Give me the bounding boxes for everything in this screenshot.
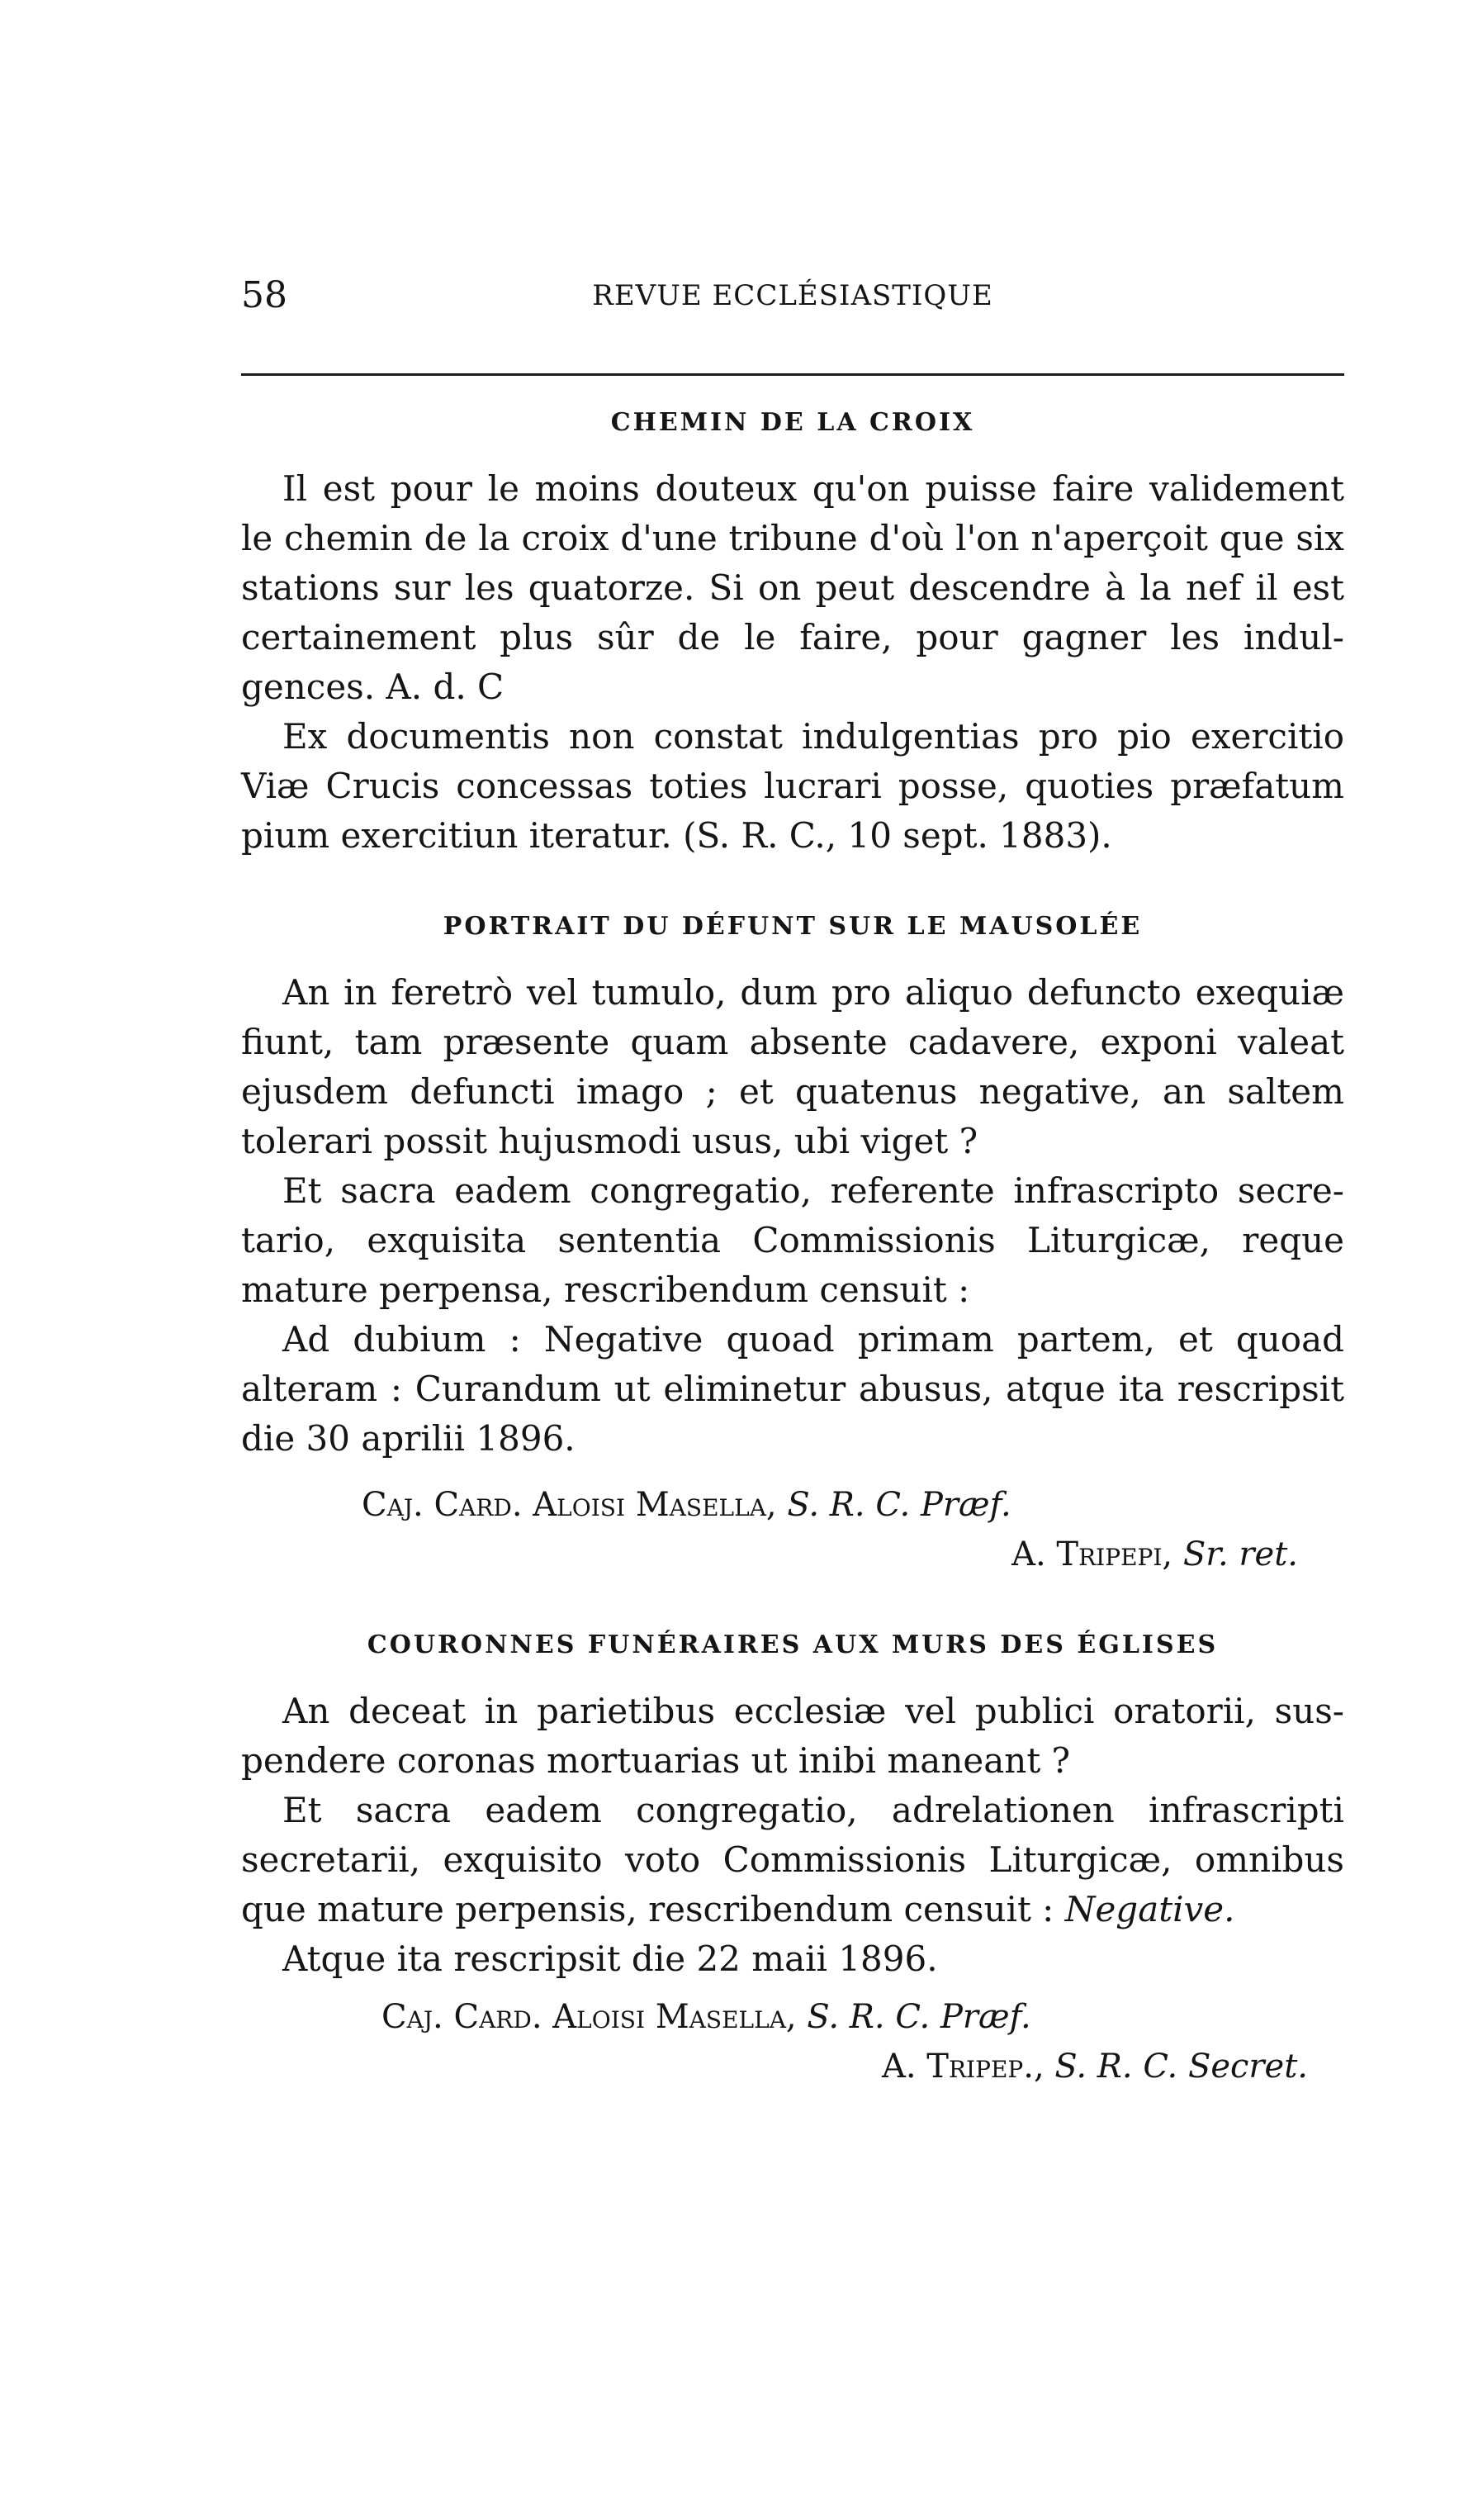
signature-prefect	[241, 1992, 1344, 2042]
journal-title: REVUE ECCLÉSIASTIQUE	[592, 279, 993, 312]
signature-name: Caj. Card. Aloisi Masella,	[362, 1486, 777, 1524]
signature-role: S. R. C. Præf.	[807, 1998, 1031, 2036]
paragraph: Atque ita rescripsit die 22 maii 1896.	[282, 1939, 938, 1979]
signature-name: A. Tripep.,	[881, 2048, 1045, 2086]
signature-name: A. Tripepi,	[1011, 1535, 1173, 1573]
header-rule	[241, 373, 1344, 376]
signature-role: S. R. C. Secret.	[1054, 2048, 1308, 2086]
paragraph: Ex documentis non constat indulgentias pro pio exercitio Viæ Crucis concessas toties lucrari posse, quoties præfatum pium exercitiun iteratur. (S. R. C., 10 sept. 1883).	[241, 716, 1344, 856]
section-spacer	[241, 861, 1344, 894]
signature-name: Caj. Card. Aloisi Masella,	[381, 1998, 797, 2036]
paragraph	[241, 1786, 1344, 1934]
section-title-portrait-du-defunt: PORTRAIT DU DÉFUNT SUR LE MAUSOLÉE	[443, 912, 1143, 941]
page-body	[241, 405, 1344, 2091]
section-title-chemin-de-la-croix: CHEMIN DE LA CROIX	[610, 408, 975, 437]
signature-role: S. R. C. Præf.	[787, 1486, 1011, 1524]
page	[241, 0, 1344, 2520]
signature-secretary	[241, 1530, 1344, 1579]
signature-prefect	[241, 1480, 1344, 1530]
paragraph: Ad dubium : Negative quoad primam partem, et quoad alteram : Curandum ut eliminetur abusus, atque ita rescripsit die 30 aprilii 1896.	[241, 1319, 1344, 1459]
paragraph: An in feretrò vel tumulo, dum pro aliquo defuncto exequiæ fiunt, tam præsente quam absente cadavere, exponi valeat ejusdem defuncti imago ; et quatenus negative, an saltem tolerari possit hujusmodi usus, ubi viget ?	[241, 972, 1344, 1161]
paragraph: Il est pour le moins douteux qu'on puisse faire validement le chemin de la croix d'une tribune d'où l'on n'aperçoit que six stations sur les quatorze. Si on peut descendre à la nef il est certainement plus sûr de le faire, pour gagner les indulgences. A. d. C	[241, 468, 1344, 707]
running-head	[241, 271, 1344, 320]
signature-secretary	[241, 2042, 1344, 2091]
signature-role: Sr. ret.	[1182, 1535, 1298, 1573]
page-number: 58	[241, 274, 287, 316]
section-spacer	[241, 1579, 1344, 1612]
paragraph: Et sacra eadem congregatio, referente infrascripto secretario, exquisita sententia Commissionis Liturgicæ, reque mature perpensa, rescribendum censuit :	[241, 1170, 1344, 1310]
paragraph-text: Et sacra eadem congregatio, adrelationen infrascripti secretarii, exquisito voto Commissionis Liturgicæ, omnibus que mature perpensis, rescribendum censuit :	[241, 1790, 1344, 1929]
negative-response: Negative.	[1064, 1889, 1235, 1929]
paragraph: An deceat in parietibus ecclesiæ vel publici oratorii, suspendere coronas mortuarias ut inibi maneant ?	[241, 1691, 1344, 1781]
section-title-couronnes-funeraires: COURONNES FUNÉRAIRES AUX MURS DES ÉGLISES	[367, 1630, 1219, 1659]
